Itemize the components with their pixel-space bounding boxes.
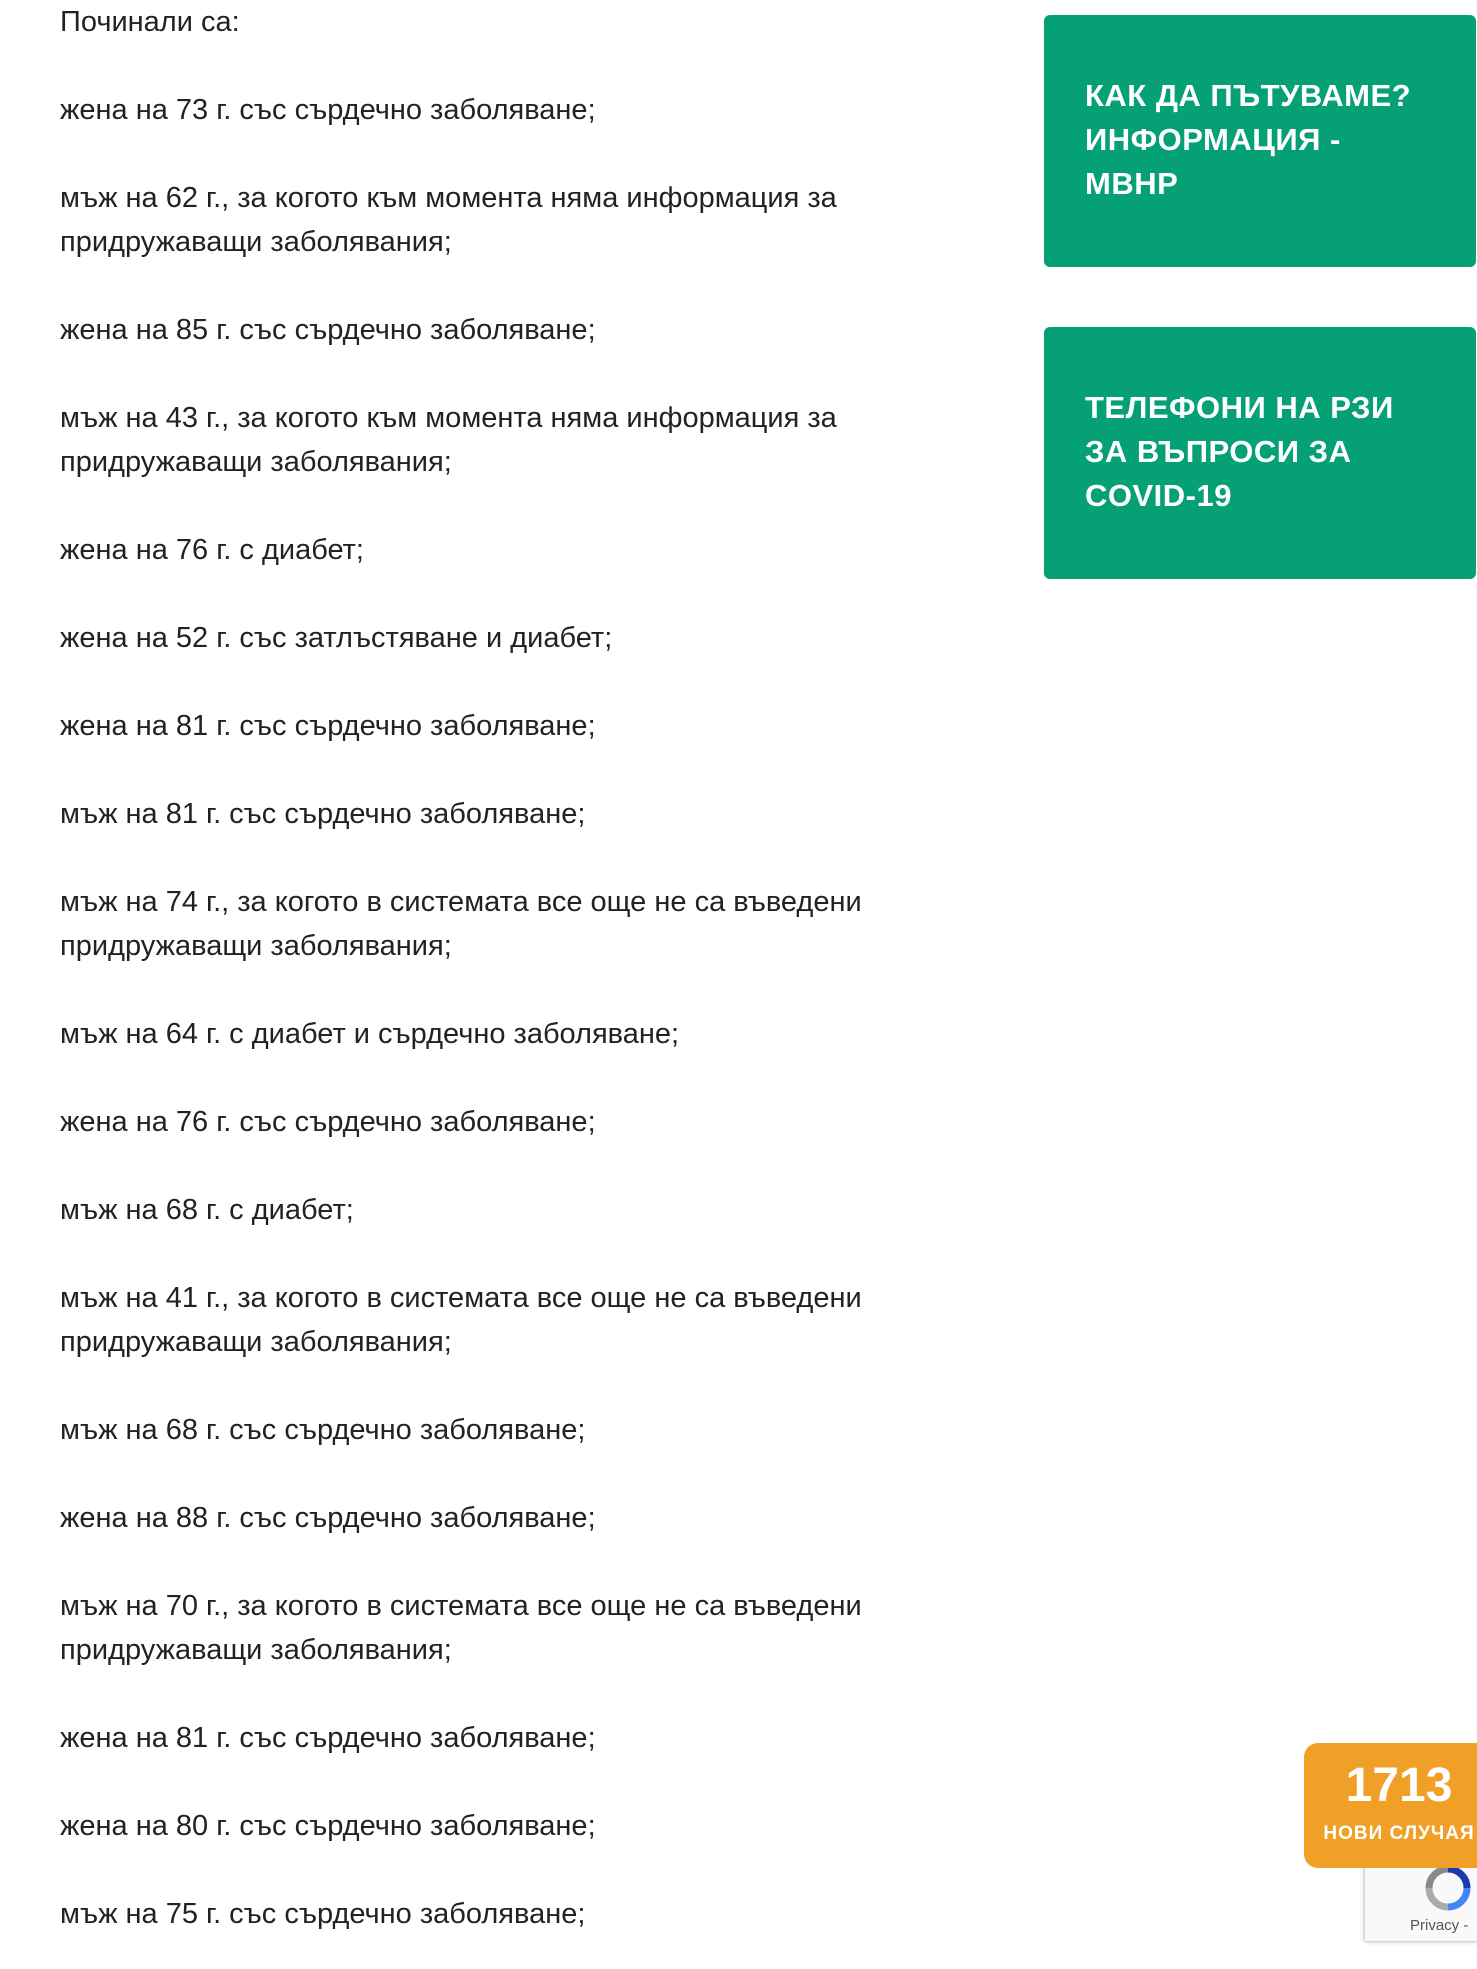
list-item: мъж на 68 г. със сърдечно заболяване; bbox=[60, 1414, 586, 1446]
new-cases-label: НОВИ СЛУЧАЯ bbox=[1323, 1823, 1475, 1844]
sidebar bbox=[1044, 15, 1476, 579]
list-item: жена на 85 г. със сърдечно заболяване; bbox=[60, 314, 596, 346]
list-item: мъж на 43 г., за когото към момента няма информация за придружаващи заболявания; bbox=[60, 402, 837, 478]
new-cases-count: 1713 bbox=[1345, 1759, 1453, 1812]
list-item: жена на 88 г. със сърдечно заболяване; bbox=[60, 1502, 596, 1534]
new-cases-badge[interactable] bbox=[1304, 1743, 1477, 1868]
recaptcha-icon bbox=[1425, 1865, 1471, 1911]
list-item: жена на 73 г. със сърдечно заболяване; bbox=[60, 94, 596, 126]
list-item: мъж на 70 г., за когото в системата все още не са въведени придружаващи заболявания; bbox=[60, 1590, 862, 1666]
list-item: жена на 81 г. със сърдечно заболяване; bbox=[60, 710, 596, 742]
rzi-phones-card[interactable]: ТЕЛЕФОНИ НА РЗИ ЗА ВЪПРОСИ ЗА COVID-19 bbox=[1044, 327, 1476, 579]
travel-info-card[interactable]: КАК ДА ПЪТУВАМЕ? ИНФОРМАЦИЯ - МВНР bbox=[1044, 15, 1476, 267]
list-item: мъж на 75 г. със сърдечно заболяване; bbox=[60, 1898, 586, 1930]
deaths-list bbox=[60, 88, 990, 1936]
list-item: мъж на 64 г. с диабет и сърдечно заболяване; bbox=[60, 1018, 680, 1050]
list-item: жена на 52 г. със затлъстяване и диабет; bbox=[60, 622, 613, 654]
list-item: жена на 76 г. с диабет; bbox=[60, 534, 364, 566]
list-item: мъж на 81 г. със сърдечно заболяване; bbox=[60, 798, 586, 830]
privacy-link[interactable]: Privacy - bbox=[1410, 1917, 1469, 1934]
list-item: жена на 81 г. със сърдечно заболяване; bbox=[60, 1722, 596, 1754]
list-item: мъж на 41 г., за когото в системата все още не са въведени придружаващи заболявания; bbox=[60, 1282, 862, 1358]
list-item: жена на 80 г. със сърдечно заболяване; bbox=[60, 1810, 596, 1842]
list-item: мъж на 74 г., за когото в системата все още не са въведени придружаващи заболявания; bbox=[60, 886, 862, 962]
article-body bbox=[60, 0, 990, 1936]
list-item: жена на 76 г. със сърдечно заболяване; bbox=[60, 1106, 596, 1138]
deaths-intro: Починали са: bbox=[60, 6, 240, 38]
recaptcha-badge[interactable] bbox=[1364, 1860, 1477, 1942]
list-item: мъж на 68 г. с диабет; bbox=[60, 1194, 354, 1226]
list-item: мъж на 62 г., за когото към момента няма информация за придружаващи заболявания; bbox=[60, 182, 837, 258]
